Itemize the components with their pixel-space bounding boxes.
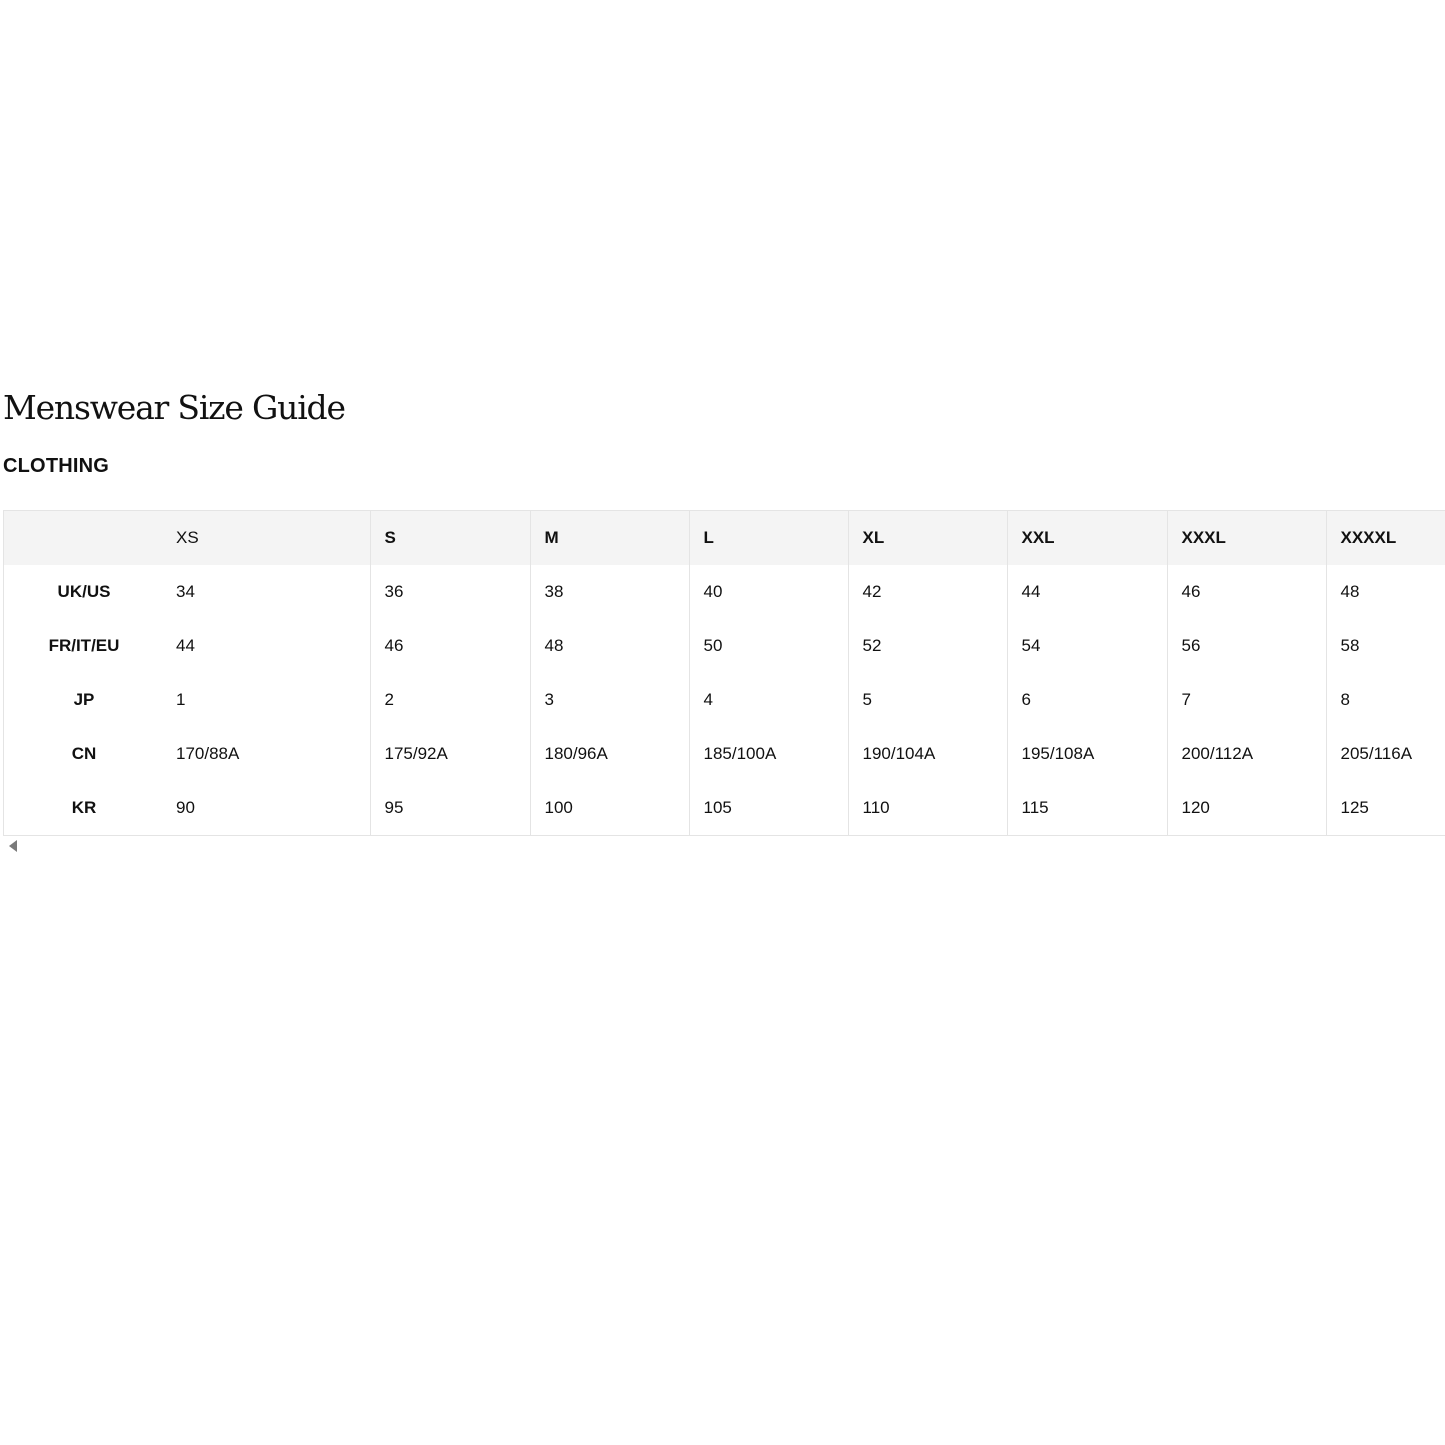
- table-row-jp: [4, 673, 1445, 727]
- table-cell: 175/92A: [370, 727, 530, 781]
- table-row-fr-it-eu: [4, 619, 1445, 673]
- table-cell: 44: [176, 636, 195, 655]
- table-cell: 125: [1326, 781, 1445, 835]
- table-cell: 100: [530, 781, 689, 835]
- table-cell: 46: [1167, 565, 1326, 619]
- table-cell: 170/88A: [176, 744, 240, 763]
- table-cell: 1: [176, 690, 186, 709]
- table-cell: 200/112A: [1167, 727, 1326, 781]
- table-cell: 6: [1007, 673, 1167, 727]
- table-cell: 34: [176, 582, 195, 601]
- table-cell: 54: [1007, 619, 1167, 673]
- header-corner-cell: [4, 511, 164, 565]
- table-cell: 50: [689, 619, 848, 673]
- table-cell: 56: [1167, 619, 1326, 673]
- row-label-fr-it-eu: FR/IT/EU: [48, 636, 120, 655]
- row-label-kr: KR: [71, 798, 97, 817]
- row-label-uk-us: UK/US: [57, 582, 111, 601]
- table-cell: 42: [848, 565, 1007, 619]
- size-header-l: L: [689, 511, 848, 565]
- table-cell: 36: [370, 565, 530, 619]
- table-cell: 48: [530, 619, 689, 673]
- table-row-uk-us: [4, 565, 1445, 619]
- size-guide: [3, 388, 1445, 856]
- size-header-row: [4, 511, 1445, 565]
- table-cell: 120: [1167, 781, 1326, 835]
- table-cell: 180/96A: [530, 727, 689, 781]
- table-cell: 105: [689, 781, 848, 835]
- table-cell: 38: [530, 565, 689, 619]
- table-cell: 190/104A: [848, 727, 1007, 781]
- table-cell: 48: [1326, 565, 1445, 619]
- table-row-cn: [4, 727, 1445, 781]
- row-label-jp: JP: [73, 690, 95, 709]
- size-header-xs: XS: [176, 528, 199, 547]
- table-cell: 185/100A: [689, 727, 848, 781]
- table-cell: 110: [848, 781, 1007, 835]
- table-cell: 46: [370, 619, 530, 673]
- triangle-left-icon[interactable]: [9, 840, 17, 852]
- size-header-m: M: [530, 511, 689, 565]
- table-cell: 195/108A: [1007, 727, 1167, 781]
- table-cell: 44: [1007, 565, 1167, 619]
- table-cell: 3: [530, 673, 689, 727]
- table-row-kr: [4, 781, 1445, 835]
- table-cell: 40: [689, 565, 848, 619]
- table-cell: 2: [370, 673, 530, 727]
- table-cell: 205/116A: [1326, 727, 1445, 781]
- size-header-xxxl: XXXL: [1167, 511, 1326, 565]
- size-header-xxl: XXL: [1007, 511, 1167, 565]
- table-cell: 4: [689, 673, 848, 727]
- table-cell: 52: [848, 619, 1007, 673]
- size-header-xl: XL: [848, 511, 1007, 565]
- table-cell: 58: [1326, 619, 1445, 673]
- table-cell: 90: [176, 798, 195, 817]
- table-cell: 8: [1326, 673, 1445, 727]
- section-title: CLOTHING: [3, 455, 110, 477]
- size-table-scroll-container[interactable]: [3, 510, 1445, 836]
- table-cell: 95: [370, 781, 530, 835]
- size-table: [4, 511, 1445, 835]
- size-header-xxxxl: XXXXL: [1326, 511, 1445, 565]
- table-cell: 5: [848, 673, 1007, 727]
- size-header-s: S: [370, 511, 530, 565]
- table-cell: 115: [1007, 781, 1167, 835]
- row-label-cn: CN: [71, 744, 97, 763]
- table-cell: 7: [1167, 673, 1326, 727]
- horizontal-scrollbar[interactable]: [3, 836, 1445, 856]
- page-title: Menswear Size Guide: [3, 388, 345, 427]
